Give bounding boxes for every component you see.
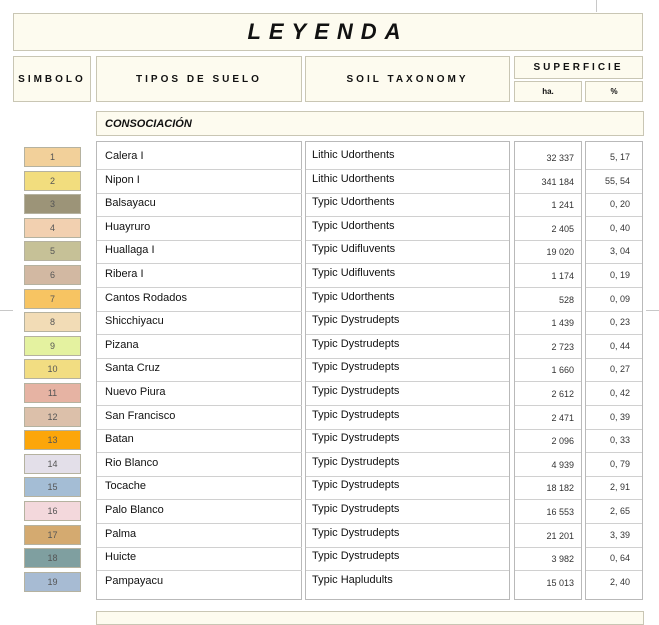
area-percent: 0, 19 bbox=[609, 270, 630, 280]
row-separator bbox=[306, 193, 509, 194]
soil-type-name: San Francisco bbox=[105, 410, 176, 422]
area-percent: 0, 64 bbox=[609, 553, 630, 563]
guide-line-left bbox=[0, 310, 13, 311]
row-separator bbox=[586, 358, 642, 359]
row-separator bbox=[586, 240, 642, 241]
soil-type-name: Batan bbox=[105, 433, 134, 445]
symbol-swatch: 12 bbox=[24, 407, 81, 427]
soil-taxonomy-name: Typic Hapludults bbox=[312, 574, 393, 586]
row-separator bbox=[515, 193, 581, 194]
area-hectares: 32 337 bbox=[546, 153, 574, 163]
row-separator bbox=[586, 523, 642, 524]
row-separator bbox=[515, 169, 581, 170]
soil-type-name: Huayruro bbox=[105, 221, 151, 233]
row-separator bbox=[97, 570, 302, 571]
row-separator bbox=[515, 452, 581, 453]
symbol-swatch: 11 bbox=[24, 383, 81, 403]
symbol-swatch: 4 bbox=[24, 218, 81, 238]
row-separator bbox=[515, 216, 581, 217]
row-separator bbox=[97, 287, 302, 288]
area-hectares: 2 096 bbox=[551, 436, 574, 446]
row-separator bbox=[306, 334, 509, 335]
row-separator bbox=[97, 216, 302, 217]
header-simbolo: SIMBOLO bbox=[13, 56, 91, 102]
soil-type-name: Huicte bbox=[105, 551, 137, 563]
symbol-swatch: 18 bbox=[24, 548, 81, 568]
symbol-swatch: 8 bbox=[24, 312, 81, 332]
area-hectares: 341 184 bbox=[541, 177, 574, 187]
soil-taxonomy-name: Typic Udifluvents bbox=[312, 243, 396, 255]
row-separator bbox=[515, 547, 581, 548]
symbol-swatch: 16 bbox=[24, 501, 81, 521]
row-separator bbox=[515, 311, 581, 312]
soil-taxonomy-name: Typic Dystrudepts bbox=[312, 479, 400, 491]
row-separator bbox=[97, 334, 302, 335]
area-hectares: 21 201 bbox=[546, 531, 574, 541]
symbol-swatch: 17 bbox=[24, 525, 81, 545]
row-separator bbox=[306, 523, 509, 524]
row-separator bbox=[306, 240, 509, 241]
area-hectares: 2 471 bbox=[551, 413, 574, 423]
area-percent: 2, 40 bbox=[609, 577, 630, 587]
row-separator bbox=[306, 169, 509, 170]
row-separator bbox=[97, 476, 302, 477]
row-separator bbox=[306, 547, 509, 548]
area-percent: 55, 54 bbox=[604, 176, 630, 186]
soil-taxonomy-name: Lithic Udorthents bbox=[312, 173, 395, 185]
row-separator bbox=[515, 570, 581, 571]
soil-type-name: Tocache bbox=[105, 480, 146, 492]
soil-type-name: Calera I bbox=[105, 150, 144, 162]
area-percent: 0, 39 bbox=[609, 412, 630, 422]
row-separator bbox=[515, 499, 581, 500]
row-separator bbox=[97, 240, 302, 241]
soil-type-name: Nuevo Piura bbox=[105, 386, 166, 398]
row-separator bbox=[586, 311, 642, 312]
row-separator bbox=[306, 570, 509, 571]
symbol-swatch: 5 bbox=[24, 241, 81, 261]
soil-taxonomy-name: Typic Udorthents bbox=[312, 291, 395, 303]
area-percent: 0, 27 bbox=[609, 364, 630, 374]
header-tipos-de-suelo: TIPOS DE SUELO bbox=[96, 56, 302, 102]
next-section-strip bbox=[96, 611, 644, 625]
guide-line-right bbox=[646, 310, 659, 311]
area-percent: 0, 33 bbox=[609, 435, 630, 445]
area-hectares: 16 553 bbox=[546, 507, 574, 517]
soil-type-name: Huallaga I bbox=[105, 244, 155, 256]
area-hectares: 2 405 bbox=[551, 224, 574, 234]
area-hectares: 1 241 bbox=[551, 200, 574, 210]
row-separator bbox=[306, 263, 509, 264]
row-separator bbox=[306, 287, 509, 288]
soil-type-name: Shicchiyacu bbox=[105, 315, 164, 327]
area-hectares: 1 439 bbox=[551, 318, 574, 328]
row-separator bbox=[586, 547, 642, 548]
row-separator bbox=[306, 499, 509, 500]
soil-type-name: Cantos Rodados bbox=[105, 292, 187, 304]
legend-title: LEYENDA bbox=[13, 13, 643, 51]
symbol-swatch: 3 bbox=[24, 194, 81, 214]
symbol-swatch: 6 bbox=[24, 265, 81, 285]
symbol-swatch: 9 bbox=[24, 336, 81, 356]
soil-taxonomy-name: Lithic Udorthents bbox=[312, 149, 395, 161]
row-separator bbox=[586, 570, 642, 571]
row-separator bbox=[515, 523, 581, 524]
row-separator bbox=[515, 358, 581, 359]
symbol-swatch: 10 bbox=[24, 359, 81, 379]
area-percent: 5, 17 bbox=[609, 152, 630, 162]
row-separator bbox=[97, 311, 302, 312]
soil-taxonomy-name: Typic Dystrudepts bbox=[312, 409, 400, 421]
row-separator bbox=[586, 452, 642, 453]
symbol-swatch: 15 bbox=[24, 477, 81, 497]
row-separator bbox=[97, 523, 302, 524]
row-separator bbox=[306, 452, 509, 453]
row-separator bbox=[306, 476, 509, 477]
row-separator bbox=[97, 429, 302, 430]
symbol-swatch: 19 bbox=[24, 572, 81, 592]
row-separator bbox=[515, 476, 581, 477]
area-percent: 2, 91 bbox=[609, 482, 630, 492]
area-percent: 0, 42 bbox=[609, 388, 630, 398]
area-percent: 0, 09 bbox=[609, 294, 630, 304]
soil-type-name: Nipon I bbox=[105, 174, 140, 186]
soil-taxonomy-name: Typic Udorthents bbox=[312, 220, 395, 232]
row-separator bbox=[97, 193, 302, 194]
soil-type-name: Palo Blanco bbox=[105, 504, 164, 516]
area-hectares: 3 982 bbox=[551, 554, 574, 564]
header-hectares: ha. bbox=[514, 81, 582, 102]
row-separator bbox=[515, 429, 581, 430]
symbol-swatch: 7 bbox=[24, 289, 81, 309]
area-hectares: 1 174 bbox=[551, 271, 574, 281]
soil-type-name: Balsayacu bbox=[105, 197, 156, 209]
row-separator bbox=[97, 263, 302, 264]
area-percent: 3, 04 bbox=[609, 246, 630, 256]
row-separator bbox=[97, 358, 302, 359]
soil-type-name: Ribera I bbox=[105, 268, 144, 280]
soil-taxonomy-name: Typic Dystrudepts bbox=[312, 361, 400, 373]
row-separator bbox=[586, 263, 642, 264]
row-separator bbox=[586, 169, 642, 170]
area-percent: 0, 44 bbox=[609, 341, 630, 351]
soil-taxonomy-name: Typic Dystrudepts bbox=[312, 503, 400, 515]
soil-taxonomy-name: Typic Dystrudepts bbox=[312, 550, 400, 562]
row-separator bbox=[586, 499, 642, 500]
area-hectares: 4 939 bbox=[551, 460, 574, 470]
row-separator bbox=[515, 334, 581, 335]
row-separator bbox=[97, 381, 302, 382]
area-hectares: 2 612 bbox=[551, 389, 574, 399]
row-separator bbox=[97, 499, 302, 500]
soil-taxonomy-name: Typic Dystrudepts bbox=[312, 456, 400, 468]
row-separator bbox=[97, 405, 302, 406]
soil-taxonomy-name: Typic Dystrudepts bbox=[312, 385, 400, 397]
row-separator bbox=[586, 334, 642, 335]
area-hectares: 19 020 bbox=[546, 247, 574, 257]
row-separator bbox=[306, 405, 509, 406]
row-separator bbox=[515, 263, 581, 264]
row-separator bbox=[306, 429, 509, 430]
header-soil-taxonomy: SOIL TAXONOMY bbox=[305, 56, 510, 102]
soil-taxonomy-name: Typic Dystrudepts bbox=[312, 338, 400, 350]
symbol-swatch: 2 bbox=[24, 171, 81, 191]
soil-taxonomy-name: Typic Udorthents bbox=[312, 196, 395, 208]
soil-taxonomy-name: Typic Dystrudepts bbox=[312, 527, 400, 539]
area-hectares: 1 660 bbox=[551, 365, 574, 375]
soil-type-name: Santa Cruz bbox=[105, 362, 161, 374]
area-hectares: 18 182 bbox=[546, 483, 574, 493]
row-separator bbox=[515, 381, 581, 382]
soil-type-name: Pizana bbox=[105, 339, 139, 351]
row-separator bbox=[306, 216, 509, 217]
row-separator bbox=[586, 429, 642, 430]
row-separator bbox=[586, 381, 642, 382]
row-separator bbox=[97, 547, 302, 548]
area-hectares: 528 bbox=[558, 295, 574, 305]
soil-type-name: Rio Blanco bbox=[105, 457, 159, 469]
row-separator bbox=[586, 216, 642, 217]
row-separator bbox=[586, 476, 642, 477]
header-superficie: SUPERFICIE bbox=[514, 56, 643, 79]
row-separator bbox=[97, 452, 302, 453]
row-separator bbox=[515, 405, 581, 406]
guide-line-top bbox=[596, 0, 597, 12]
soil-type-name: Palma bbox=[105, 528, 137, 540]
area-percent: 3, 39 bbox=[609, 530, 630, 540]
soil-taxonomy-name: Typic Dystrudepts bbox=[312, 432, 400, 444]
soil-type-name: Pampayacu bbox=[105, 575, 164, 587]
soil-taxonomy-name: Typic Udifluvents bbox=[312, 267, 396, 279]
row-separator bbox=[586, 287, 642, 288]
row-separator bbox=[515, 287, 581, 288]
symbol-swatch: 1 bbox=[24, 147, 81, 167]
symbol-swatch: 14 bbox=[24, 454, 81, 474]
soil-taxonomy-name: Typic Dystrudepts bbox=[312, 314, 400, 326]
area-hectares: 15 013 bbox=[546, 578, 574, 588]
area-percent: 0, 20 bbox=[609, 199, 630, 209]
row-separator bbox=[306, 311, 509, 312]
row-separator bbox=[586, 193, 642, 194]
area-percent: 0, 40 bbox=[609, 223, 630, 233]
header-percent: % bbox=[585, 81, 643, 102]
row-separator bbox=[306, 381, 509, 382]
row-separator bbox=[515, 240, 581, 241]
section-consociacion: CONSOCIACIÓN bbox=[96, 111, 644, 136]
area-percent: 0, 79 bbox=[609, 459, 630, 469]
row-separator bbox=[306, 358, 509, 359]
symbol-swatch: 13 bbox=[24, 430, 81, 450]
area-hectares: 2 723 bbox=[551, 342, 574, 352]
row-separator bbox=[586, 405, 642, 406]
area-percent: 0, 23 bbox=[609, 317, 630, 327]
area-percent: 2, 65 bbox=[609, 506, 630, 516]
row-separator bbox=[97, 169, 302, 170]
